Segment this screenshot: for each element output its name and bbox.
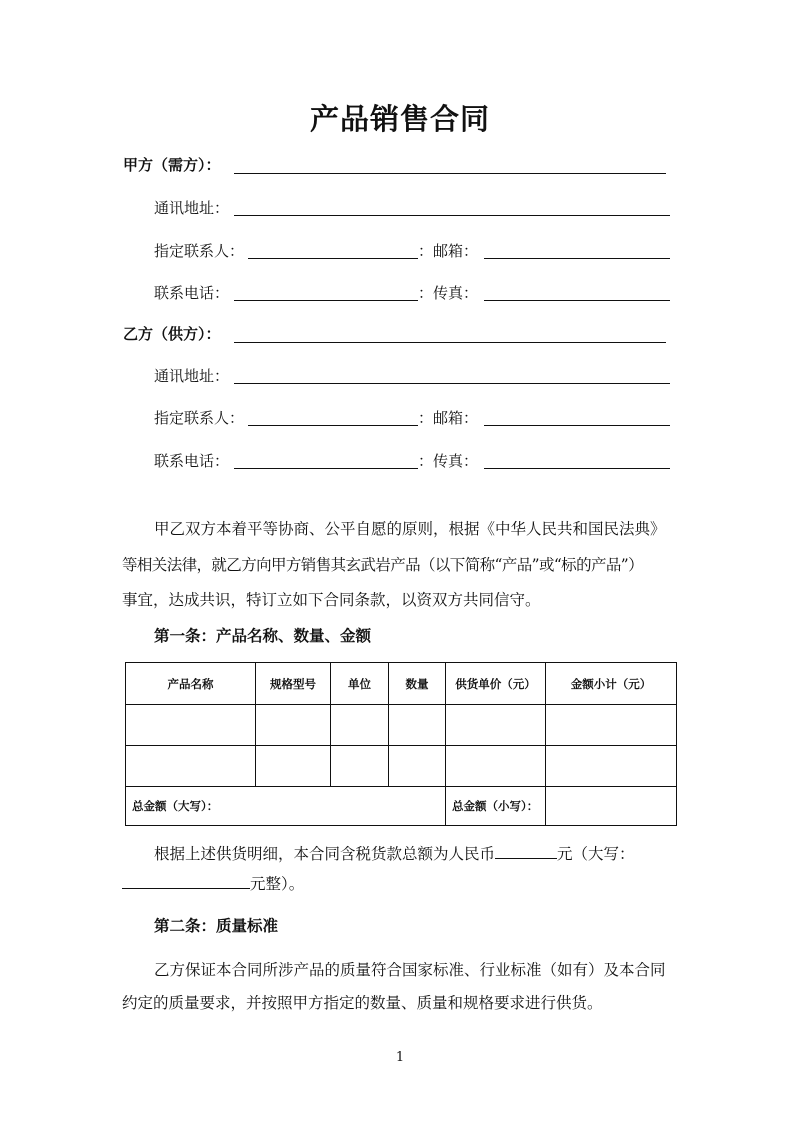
article-2-line-2: 约定的质量要求，并按照甲方指定的数量、质量和规格要求进行供货。 <box>122 994 603 1012</box>
party-a-contact-field[interactable] <box>248 258 418 259</box>
party-a-fax-field[interactable] <box>484 300 670 301</box>
table-cell[interactable] <box>546 705 677 746</box>
table-cell[interactable] <box>126 705 256 746</box>
table-cell[interactable] <box>389 746 446 787</box>
party-a-phone-label: 联系电话： <box>154 284 230 302</box>
table-cell[interactable] <box>126 746 256 787</box>
table-total-row <box>126 787 677 826</box>
summary-line-2 <box>122 874 304 894</box>
party-a-address-label: 通讯地址： <box>154 199 230 217</box>
total-upper-cell[interactable]: 总金额（大写）： <box>126 787 446 826</box>
article-2-heading: 第二条：质量标准 <box>154 916 279 935</box>
header-subtotal: 金额小计（元） <box>546 663 677 705</box>
party-b-fax-field[interactable] <box>484 468 670 469</box>
party-b-contact-field[interactable] <box>248 425 418 426</box>
header-quantity: 数量 <box>389 663 446 705</box>
party-a-email-field[interactable] <box>484 258 670 259</box>
party-a-phone-field[interactable] <box>234 300 418 301</box>
party-a-label: 甲方（需方）： <box>123 156 221 174</box>
table-cell[interactable] <box>446 705 546 746</box>
party-b-contact-label: 指定联系人： <box>154 409 245 427</box>
summary-text-2: 元（大写： <box>557 845 635 863</box>
table-row <box>126 705 677 746</box>
table-cell[interactable] <box>256 705 331 746</box>
summary-line-1 <box>154 844 635 864</box>
table-cell[interactable] <box>256 746 331 787</box>
total-amount-upper-field[interactable] <box>122 874 250 889</box>
party-b-email-field[interactable] <box>484 425 670 426</box>
table-header-row <box>126 663 677 705</box>
intro-line-1: 甲乙双方本着平等协商、公平自愿的原则，根据《中华人民共和国民法典》 <box>154 520 666 538</box>
party-b-label: 乙方（供方）： <box>123 325 221 343</box>
party-a-email-label: ：邮箱： <box>418 242 479 260</box>
party-b-address-label: 通讯地址： <box>154 367 230 385</box>
page-number: 1 <box>395 1050 405 1065</box>
article-2-line-1: 乙方保证本合同所涉产品的质量符合国家标准、行业标准（如有）及本合同 <box>154 961 666 979</box>
header-unit-price: 供货单价（元） <box>446 663 546 705</box>
party-b-address-field[interactable] <box>234 383 670 384</box>
table-row <box>126 746 677 787</box>
table-cell[interactable] <box>389 705 446 746</box>
table-cell[interactable] <box>331 705 389 746</box>
party-b-fax-label: ：传真： <box>418 452 479 470</box>
party-b-name-field[interactable] <box>234 342 666 343</box>
party-b-phone-field[interactable] <box>234 468 418 469</box>
party-b-phone-label: 联系电话： <box>154 452 230 470</box>
header-spec-model: 规格型号 <box>256 663 331 705</box>
party-a-address-field[interactable] <box>234 215 670 216</box>
summary-text-1: 根据上述供货明细，本合同含税货款总额为人民币 <box>154 845 496 863</box>
article-1-heading: 第一条：产品名称、数量、金额 <box>154 626 372 645</box>
product-table <box>125 662 677 826</box>
total-amount-field[interactable] <box>495 844 557 859</box>
page-title: 产品销售合同 <box>309 102 490 136</box>
summary-text-3: 元整）。 <box>250 875 305 893</box>
intro-line-3: 事宜，达成共识，特订立如下合同条款，以资双方共同信守。 <box>122 591 541 609</box>
header-product-name: 产品名称 <box>126 663 256 705</box>
table-cell[interactable] <box>446 746 546 787</box>
table-cell[interactable] <box>331 746 389 787</box>
party-b-email-label: ：邮箱： <box>418 409 479 427</box>
header-unit: 单位 <box>331 663 389 705</box>
party-a-name-field[interactable] <box>234 173 666 174</box>
table-cell[interactable] <box>546 746 677 787</box>
total-lower-value-cell[interactable] <box>546 787 677 826</box>
party-a-contact-label: 指定联系人： <box>154 242 245 260</box>
intro-line-2: 等相关法律，就乙方向甲方销售其玄武岩产品（以下简称“产品”或“标的产品”） <box>122 556 643 574</box>
total-lower-cell[interactable]: 总金额（小写）： <box>446 787 546 826</box>
party-a-fax-label: ：传真： <box>418 284 479 302</box>
